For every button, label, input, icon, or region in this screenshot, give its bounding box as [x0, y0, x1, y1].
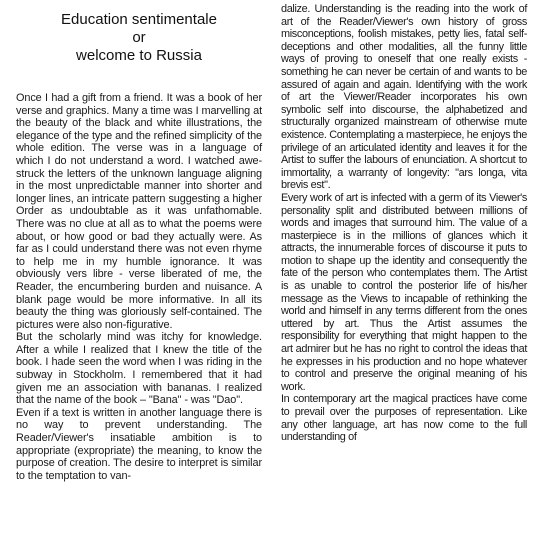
title-line-2: or: [132, 29, 146, 46]
left-body: [16, 92, 262, 482]
right-body: [281, 3, 527, 444]
paragraph: Once I had a gift from a friend. It was a book of her verse and graphics. Many a time was I marvelling at the beauty of the black and white illustrations, the elegance of the type and the refined simplicity of the whole edition. The verse was in a language of which I do not understand a word. I watched awe-struck the letters of the unknown language aligning in the most unpredictable manner into shorter and longer lines, an intricate pattern suggesting a higher Order as undoubtable as it was unfathomable. There was no clue at all as to what the poems were about, or how good or bad they actually were. As far as I could understand there was not even rhyme to help me in my humble ignorance. It was obviously vers libre - verse liberated of me, the Reader, the encumbering burden and nuisance. A blank page would be more informative. In all its beauty the thing was gloriously self-contained. The pictures were also non-figurative.: [16, 92, 262, 331]
title-line-1: Education sentimentale: [61, 11, 217, 28]
paragraph: But the scholarly mind was itchy for knowledge. After a while I realized that I knew the title of the book. I hade seen the word when I was riding in the subway in Stockholm. I remembered that it had given me an association with bananas. I realized that the name of the book – "Bana" - was "Dao".: [16, 331, 262, 407]
paragraph: dalize. Understanding is the reading into the work of art of the Reader/Viewer's own history of gross misconceptions, foolish mistakes, petty lies, fatal self-deceptions and other modalities, all the funny little ways of proving to oneself that one really exists - something he can never be certain of and wants to be assured of again and again. Identifying with the work of art the Viewer/Reader incorporates his own symbolic self into discourse, the alphabetized and structurally organized mainstream of otherwise mute existence. Contemplating a masterpiece, he enjoys the privilege of an articulated identity and leaves it for the Artist to suffer the labours of enunciation. A shortcut to immortality, a warranty of longevity: "ars longa, vita brevis est".: [281, 3, 528, 192]
paragraph: Even if a text is written in another language there is no way to prevent understanding. The Reader/Viewer's insatiable ambition is to appropriate (expropriate) the meaning, to know the purpose of creation. The desire to interpret is similar to the temptation to van-: [16, 406, 262, 482]
paragraph: Every work of art is infected with a germ of its Viewer's personality split and distributed between millions of words and images that surround him. The value of a masterpiece is in the millions of glances which it attracts, the innumerable forces of discourse it puts to motion to shape up the identity and consequently the fate of the person who contemplates them. The Artist is as unable to control the posterior life of his/her message as the Views to incapable of rethinking the world and himself in any terms different from the ones uttered by art. Thus the Artist assumes the responsibility for everything that might happen to the art admirer but he has no right to control the ideas that he expresses in his production and no hope whatever to control and preserve the original meaning of his work.: [281, 191, 527, 393]
title-line-3: welcome to Russia: [76, 47, 202, 64]
article-title: [16, 11, 262, 65]
left-column: [16, 0, 262, 482]
paragraph: In contemporary art the magical practices have come to prevail over the purposes of representation. Like any other language, art has now come to the full understanding of: [281, 393, 527, 444]
right-column: [281, 0, 527, 444]
